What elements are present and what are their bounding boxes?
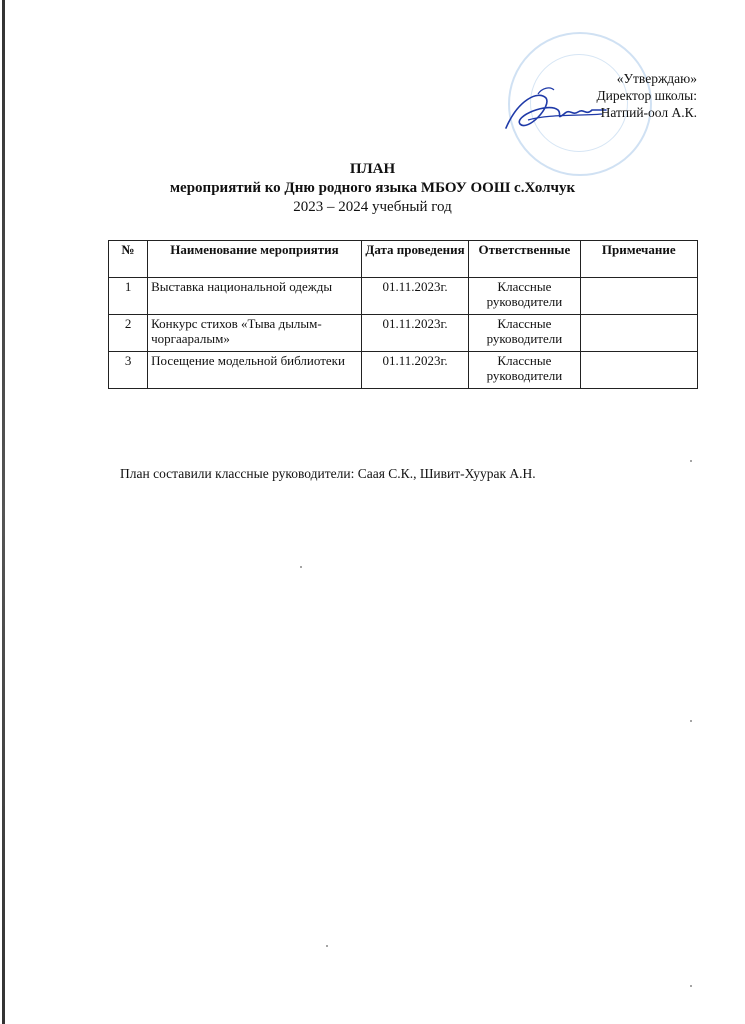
signature-icon (498, 80, 608, 140)
header-note: Примечание (580, 241, 697, 278)
header-name: Наименование мероприятия (148, 241, 362, 278)
cell-name: Выставка национальной одежды (148, 278, 362, 315)
document-title (0, 160, 745, 217)
table-row (109, 352, 698, 389)
approval-block (596, 70, 697, 121)
table-row (109, 315, 698, 352)
table-header-row (109, 241, 698, 278)
approval-line-3: Натпий-оол А.К. (600, 105, 697, 120)
scan-speck (690, 460, 692, 462)
cell-date: 01.11.2023г. (361, 315, 468, 352)
footer-note: План составили классные руководители: Саая С.К., Шивит-Хуурак А.Н. (120, 466, 536, 481)
title-line-1: ПЛАН (349, 161, 396, 177)
cell-name: Конкурс стихов «Тыва дылым-чоргааралым» (148, 315, 362, 352)
cell-name: Посещение модельной библиотеки (148, 352, 362, 389)
cell-note (580, 352, 697, 389)
scan-speck (300, 566, 302, 568)
cell-num: 3 (109, 352, 148, 389)
scan-speck (690, 985, 692, 987)
approval-line-2: Директор школы: (596, 88, 697, 103)
cell-num: 1 (109, 278, 148, 315)
scan-speck (690, 720, 692, 722)
header-num: № (109, 241, 148, 278)
cell-responsible: Классные руководители (469, 352, 580, 389)
cell-responsible: Классные руководители (469, 315, 580, 352)
title-line-3: 2023 – 2024 учебный год (293, 199, 452, 215)
approval-line-1: «Утверждаю» (616, 71, 697, 86)
header-date: Дата проведения (361, 241, 468, 278)
header-responsible: Ответственные (469, 241, 580, 278)
cell-num: 2 (109, 315, 148, 352)
scan-speck (326, 945, 328, 947)
cell-date: 01.11.2023г. (361, 278, 468, 315)
scan-edge (2, 0, 5, 1024)
cell-note (580, 315, 697, 352)
cell-responsible: Классные руководители (469, 278, 580, 315)
table-row (109, 278, 698, 315)
events-table (108, 240, 698, 389)
cell-date: 01.11.2023г. (361, 352, 468, 389)
cell-note (580, 278, 697, 315)
title-line-2: мероприятий ко Дню родного языка МБОУ ООШ с.Холчук (169, 180, 576, 196)
